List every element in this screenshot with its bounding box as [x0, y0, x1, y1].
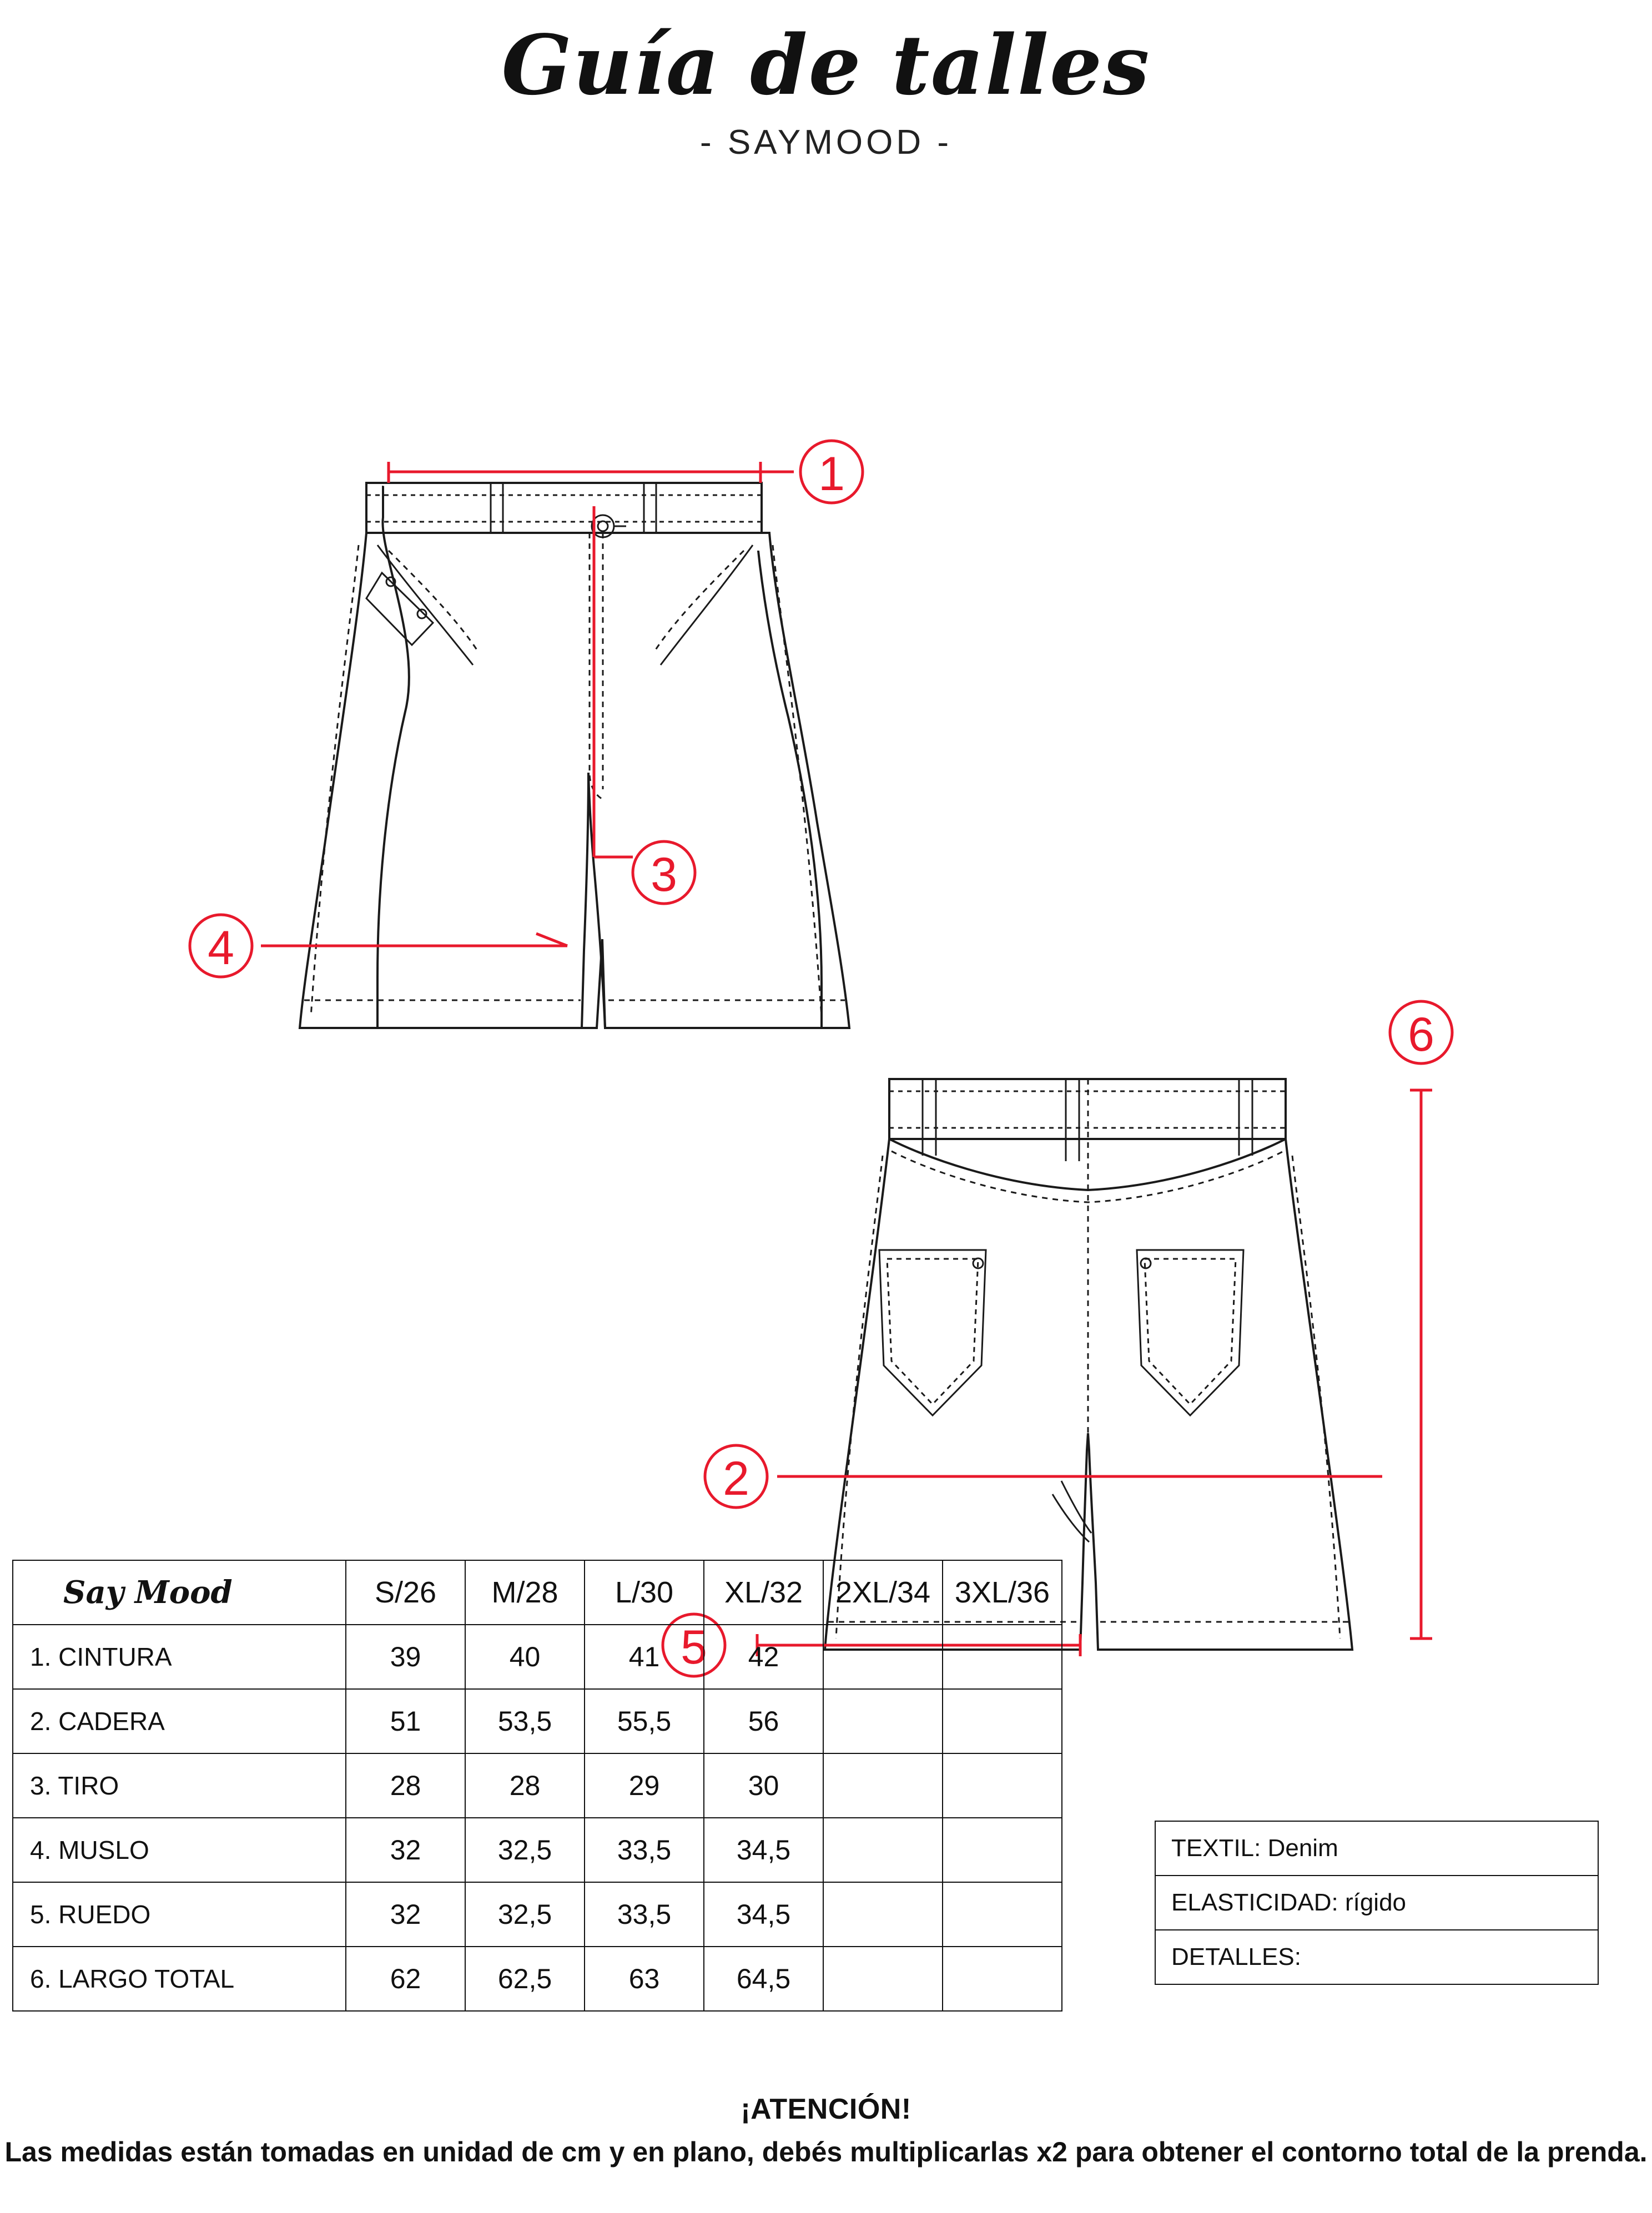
- column-header-l30: L/30: [585, 1560, 704, 1625]
- cell-ruedo-l30: 33,5: [585, 1882, 704, 1947]
- footer-note: [0, 2093, 1652, 2168]
- callout-2-label: 2: [723, 1452, 749, 1506]
- table-row: [13, 1947, 1062, 2011]
- row-label-muslo: 4. MUSLO: [13, 1818, 346, 1882]
- info-textil: TEXTIL: Denim: [1156, 1822, 1598, 1876]
- attention-heading: ¡ATENCIÓN!: [741, 2093, 911, 2125]
- table-brand-cell: Say Mood: [13, 1560, 346, 1625]
- cell-cadera-3xl36: [943, 1689, 1062, 1753]
- callout-6: [1390, 1001, 1452, 1063]
- cell-cintura-2xl34: [823, 1625, 943, 1689]
- cell-cintura-xl32: 42: [704, 1625, 823, 1689]
- cell-muslo-2xl34: [823, 1818, 943, 1882]
- callout-1-label: 1: [818, 447, 845, 501]
- cell-tiro-m28: 28: [465, 1753, 585, 1818]
- brand-subtitle: - SAYMOOD -: [699, 123, 953, 162]
- cell-muslo-xl32: 34,5: [704, 1818, 823, 1882]
- cell-tiro-2xl34: [823, 1753, 943, 1818]
- page-header: [0, 0, 1652, 162]
- row-label-cadera: 2. CADERA: [13, 1689, 346, 1753]
- cell-cintura-l30: 41: [585, 1625, 704, 1689]
- cell-ruedo-s26: 32: [346, 1882, 465, 1947]
- cell-ruedo-3xl36: [943, 1882, 1062, 1947]
- cell-cadera-xl32: 56: [704, 1689, 823, 1753]
- column-header-m28: M/28: [465, 1560, 585, 1625]
- cell-largo-xl32: 64,5: [704, 1947, 823, 2011]
- cell-cadera-s26: 51: [346, 1689, 465, 1753]
- cell-tiro-l30: 29: [585, 1753, 704, 1818]
- column-header-2xl34: 2XL/34: [823, 1560, 943, 1625]
- callout-3: [633, 841, 695, 904]
- cell-ruedo-m28: 32,5: [465, 1882, 585, 1947]
- callout-4-label: 4: [208, 921, 234, 975]
- cell-muslo-l30: 33,5: [585, 1818, 704, 1882]
- cell-cadera-m28: 53,5: [465, 1689, 585, 1753]
- cell-muslo-3xl36: [943, 1818, 1062, 1882]
- cell-cadera-2xl34: [823, 1689, 943, 1753]
- cell-ruedo-xl32: 34,5: [704, 1882, 823, 1947]
- row-label-largo-total: 6. LARGO TOTAL: [13, 1947, 346, 2011]
- measurements-section: [0, 1549, 1652, 2037]
- cell-ruedo-2xl34: [823, 1882, 943, 1947]
- row-label-cintura: 1. CINTURA: [13, 1625, 346, 1689]
- cell-largo-l30: 63: [585, 1947, 704, 2011]
- info-detalles: DETALLES:: [1156, 1930, 1598, 1985]
- cell-muslo-s26: 32: [346, 1818, 465, 1882]
- size-table: [12, 1560, 1062, 2012]
- table-header-row: [13, 1560, 1062, 1625]
- column-header-s26: S/26: [346, 1560, 465, 1625]
- cell-tiro-xl32: 30: [704, 1753, 823, 1818]
- callout-2: [705, 1445, 767, 1508]
- cell-largo-2xl34: [823, 1947, 943, 2011]
- cell-muslo-m28: 32,5: [465, 1818, 585, 1882]
- info-elasticidad: ELASTICIDAD: rígido: [1156, 1876, 1598, 1930]
- table-row: [13, 1625, 1062, 1689]
- table-row: [13, 1689, 1062, 1753]
- cell-largo-s26: 62: [346, 1947, 465, 2011]
- table-row: [13, 1882, 1062, 1947]
- cell-cintura-m28: 40: [465, 1625, 585, 1689]
- callout-3-label: 3: [651, 848, 677, 902]
- cell-tiro-3xl36: [943, 1753, 1062, 1818]
- page-title: Guía de talles: [501, 17, 1151, 113]
- measurement-note: Las medidas están tomadas en unidad de cm y en plano, debés multiplicarlas x2 para obtener el contorno total de la prenda.: [4, 2136, 1648, 2167]
- callout-6-label: 6: [1408, 1008, 1434, 1062]
- cell-largo-3xl36: [943, 1947, 1062, 2011]
- table-row: [13, 1753, 1062, 1818]
- callout-5-label: 5: [681, 1621, 707, 1675]
- row-label-ruedo: 5. RUEDO: [13, 1882, 346, 1947]
- row-label-tiro: 3. TIRO: [13, 1753, 346, 1818]
- cell-cadera-l30: 55,5: [585, 1689, 704, 1753]
- callout-4: [190, 915, 252, 977]
- column-header-xl32: XL/32: [704, 1560, 823, 1625]
- column-header-3xl36: 3XL/36: [943, 1560, 1062, 1625]
- fabric-info-box: [1155, 1821, 1599, 1985]
- cell-largo-m28: 62,5: [465, 1947, 585, 2011]
- cell-cintura-3xl36: [943, 1625, 1062, 1689]
- callout-1: [800, 441, 863, 503]
- table-row: [13, 1818, 1062, 1882]
- cell-tiro-s26: 28: [346, 1753, 465, 1818]
- cell-cintura-s26: 39: [346, 1625, 465, 1689]
